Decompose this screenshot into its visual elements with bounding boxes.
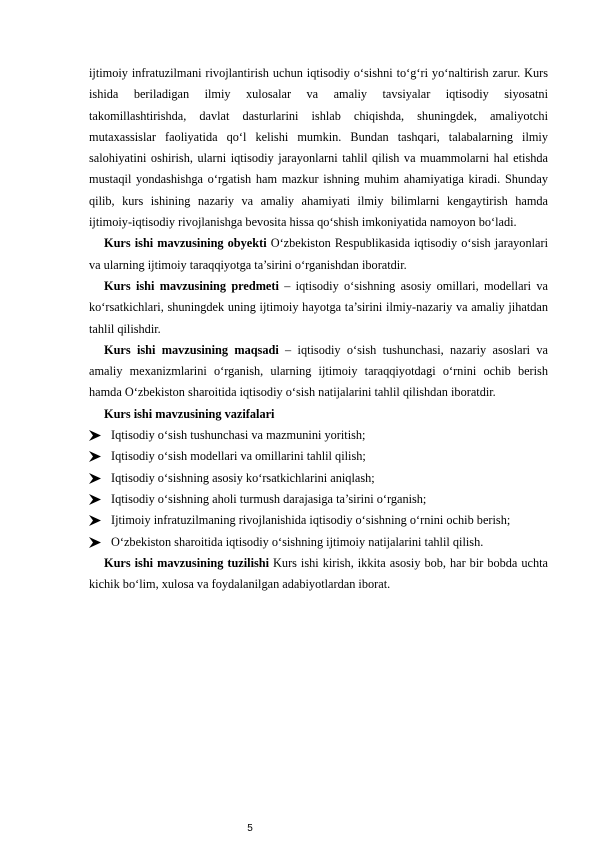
arrowhead-bullet-icon	[89, 430, 101, 441]
predmeti-text: – iqtisodiy o‘sishning asosiy omillari, modellari va ko‘rsatkichlari, shuningdek uning ijtimoiy hayotga ta’sirini ilmiy-nazariy va amaliy jihatdan tahlil qilishdir.	[89, 278, 548, 336]
intro-paragraph: ijtimoiy infratuzilmani rivojlantirish uchun iqtisodiy o‘sishni to‘g‘ri yo‘naltirish zarur. Kurs ishida beriladigan ilmiy xulosalar va amaliy tavsiyalar iqtisodiy siyosatni takomillashtirishda, davlat dasturlarini ishlab chiqishda, shuningdek, amaliyotchi mutaxassislar faoliyatida qo‘l kelishi mumkin. Bundan tashqari, talabalarning ilmiy salohiyatini oshirish, ularni iqtisodiy jarayonlarni tahlil qilish va muammolarni hal etishda mustaqil yondashishga o‘rgatish ham mazkur ishning muhim ahamiyatiga kiradi. Shunday qilib, kurs ishining nazariy va amaliy ahamiyati ilmiy bilimlarni kengaytirish hamda ijtimoiy-iqtisodiy rivojlanishga bevosita hissa qo‘shish imkoniyatida namoyon bo‘ladi.	[89, 66, 548, 230]
tuzilishi-paragraph	[89, 553, 548, 596]
obyekt-paragraph	[89, 233, 548, 276]
arrowhead-bullet-icon	[89, 537, 101, 548]
arrowhead-bullet-icon	[89, 515, 101, 526]
maqsadi-text: – iqtisodiy o‘sish tushunchasi, nazariy asoslari va amaliy mexanizmlarini o‘rganish, ularning ijtimoiy taraqqiyotdagi o‘rnini ochib berish hamda O‘zbekiston sharoitida iqtisodiy o‘sish natijalarini tahlil qilishdan iboratdir.	[89, 342, 548, 400]
tuzilishi-label: Kurs ishi mavzusining tuzilishi	[104, 555, 270, 570]
document-body	[89, 63, 548, 595]
vazifalari-heading: Kurs ishi mavzusining vazifalari	[104, 406, 275, 421]
task-item-text: Iqtisodiy o‘sish tushunchasi va mazmunini yoritish;	[111, 428, 366, 443]
task-item	[89, 489, 548, 510]
obyekt-label: Kurs ishi mavzusining obyekti	[104, 236, 267, 251]
arrowhead-bullet-icon	[89, 451, 101, 462]
arrowhead-bullet-icon	[89, 473, 101, 484]
tasks-list	[89, 425, 548, 553]
task-item-text: Iqtisodiy o‘sishning asosiy ko‘rsatkichlarini aniqlash;	[111, 470, 375, 485]
task-item-text: Ijtimoiy infratuzilmaning rivojlanishida iqtisodiy o‘sishning o‘rnini ochib berish;	[111, 513, 511, 528]
tuzilishi-text: Kurs ishi kirish, ikkita asosiy bob, har bir bobda uchta kichik bo‘lim, xulosa va foydalanilgan adabiyotlardan iborat.	[89, 555, 549, 592]
task-item-text: O‘zbekiston sharoitida iqtisodiy o‘sishning ijtimoiy natijalarini tahlil qilish.	[111, 534, 484, 549]
task-item	[89, 425, 548, 446]
page-number: 5	[247, 823, 253, 834]
task-item	[89, 468, 548, 489]
maqsadi-paragraph	[89, 340, 548, 404]
task-item	[89, 446, 548, 467]
obyekt-text: O‘zbekiston Respublikasida iqtisodiy o‘sish jarayonlari va ularning ijtimoiy taraqqiyotga ta’sirini o‘rganishdan iboratdir.	[89, 236, 548, 272]
task-item-text: Iqtisodiy o‘sish modellari va omillarini tahlil qilish;	[111, 449, 366, 464]
arrowhead-bullet-icon	[89, 494, 101, 505]
predmeti-paragraph	[89, 276, 548, 340]
task-item	[89, 532, 548, 553]
predmeti-label: Kurs ishi mavzusining predmeti	[104, 278, 279, 293]
task-item	[89, 510, 548, 531]
task-item-text: Iqtisodiy o‘sishning aholi turmush darajasiga ta’sirini o‘rganish;	[111, 491, 427, 506]
maqsadi-label: Kurs ishi mavzusining maqsadi	[104, 342, 279, 357]
